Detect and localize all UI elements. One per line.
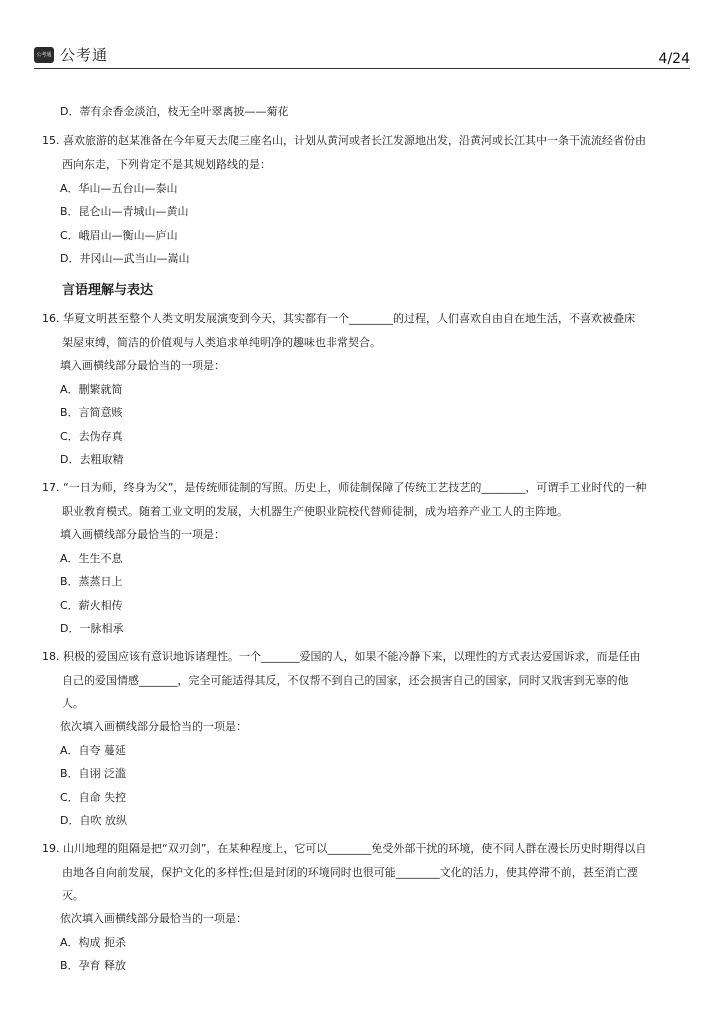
option-line: C．自命 失控 (60, 791, 127, 804)
text-line: D．蒂有余香金淡泊，枝无全叶翠离披——菊花 (60, 105, 289, 118)
option-line: B．蒸蒸日上 (60, 575, 123, 588)
option-line: D．自吹 放纵 (60, 814, 127, 827)
logo (34, 44, 108, 65)
header-divider (34, 68, 690, 69)
logo-text: 公考通 (60, 46, 109, 64)
logo-badge-icon: 公考通 (34, 47, 54, 63)
option-line: A．生生不息 (60, 552, 123, 565)
option-line: C．峨眉山—衡山—庐山 (60, 229, 178, 242)
text-line: 架屋束缚，简洁的价值观与人类追求单纯明净的趣味也非常契合。 (62, 336, 381, 349)
instruction-line: 依次填入画横线部分最恰当的一项是： (60, 912, 247, 925)
option-line: B．昆仑山—青城山—黄山 (60, 205, 189, 218)
option-line: B．言简意赅 (60, 406, 123, 419)
option-line: A．构成 扼杀 (60, 936, 127, 949)
section-title: 言语理解与表达 (62, 283, 154, 298)
page-number: 4/24 (658, 51, 690, 67)
text-line: 自己的爱国情感_______，完全可能适得其反，不仅帮不到自己的国家，还会损害自己的国家，同时又戕害到无辜的他 (62, 674, 629, 687)
instruction-line: 填入画横线部分最恰当的一项是： (60, 359, 225, 372)
option-line: A．删繁就简 (60, 383, 123, 396)
option-line: C．去伪存真 (60, 430, 123, 443)
text-line: 灭。 (62, 889, 84, 902)
question-19: 19. 山川地理的阻隔是把“双刃剑”，在某种程度上，它可以________免受外部干扰的环境，使不同人群在漫长历史时期得以自 (42, 842, 647, 855)
option-line: C．薪火相传 (60, 599, 123, 612)
question-17: 17. “一日为师，终身为父”，是传统师徒制的写照。历史上，师徒制保障了传统工艺技艺的________，可谓手工业时代的一种 (42, 481, 647, 494)
text-line: 人。 (62, 697, 84, 710)
option-line: A．华山—五台山—泰山 (60, 182, 178, 195)
question-16: 16. 华夏文明甚至整个人类文明发展演变到今天，其实都有一个________的过程，人们喜欢自由自在地生活，不喜欢被叠床 (42, 312, 635, 325)
text-line: 职业教育模式。随着工业文明的发展，大机器生产使职业院校代替师徒制，成为培养产业工人的主阵地。 (62, 505, 568, 518)
option-line: D．井冈山—武当山—嵩山 (60, 252, 190, 265)
text-line: 西向东走，下列肯定不是其规划路线的是： (62, 158, 271, 171)
text-line: 由地各自向前发展，保护文化的多样性;但是封闭的环境同时也很可能________文化的活力，使其停滞不前，甚至消亡湮 (62, 866, 638, 879)
instruction-line: 填入画横线部分最恰当的一项是： (60, 528, 225, 541)
question-18: 18. 积极的爱国应该有意识地诉诸理性。一个_______爱国的人，如果不能冷静下来，以理性的方式表达爱国诉求，而是任由 (42, 650, 641, 663)
option-line: D．一脉相承 (60, 622, 124, 635)
option-line: B．孕育 释放 (60, 959, 127, 972)
option-line: B．自诩 泛滥 (60, 767, 127, 780)
option-line: D．去粗取精 (60, 453, 124, 466)
page-header (34, 44, 690, 68)
option-line: A．自夸 蔓延 (60, 744, 127, 757)
instruction-line: 依次填入画横线部分最恰当的一项是： (60, 720, 247, 733)
question-15: 15. 喜欢旅游的赵某准备在今年夏天去爬三座名山，计划从黄河或者长江发源地出发，沿黄河或长江其中一条干流流经省份由 (42, 134, 646, 147)
